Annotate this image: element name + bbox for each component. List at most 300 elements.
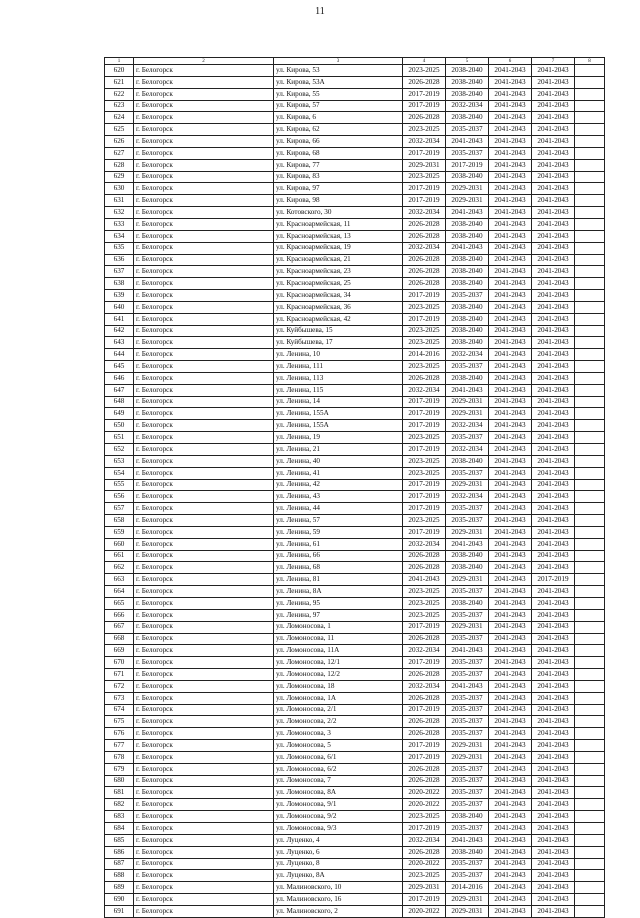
period-facade: 2035-2037 [446, 290, 489, 302]
period-basement: 2041-2043 [532, 479, 575, 491]
period-systems: 2041-2043 [489, 787, 532, 799]
period-basement: 2041-2043 [532, 586, 575, 598]
period-facade: 2038-2040 [446, 301, 489, 313]
period-basement: 2041-2043 [532, 396, 575, 408]
period-facade: 2035-2037 [446, 515, 489, 527]
locality: г. Белогорск [134, 384, 274, 396]
locality: г. Белогорск [134, 112, 274, 124]
period-basement: 2041-2043 [532, 716, 575, 728]
street-address: ул. Луценко, 8 [274, 858, 403, 870]
column-number: 8 [575, 58, 605, 65]
period-roof: 2032-2034 [403, 242, 446, 254]
period-facade: 2038-2040 [446, 597, 489, 609]
note [575, 491, 605, 503]
period-systems: 2041-2043 [489, 586, 532, 598]
street-address: ул. Ломоносова, 8А [274, 787, 403, 799]
table-row [105, 834, 605, 846]
period-roof: 2014-2016 [403, 349, 446, 361]
table-row [105, 550, 605, 562]
row-number: 674 [105, 704, 134, 716]
note [575, 811, 605, 823]
locality: г. Белогорск [134, 444, 274, 456]
period-basement: 2041-2043 [532, 562, 575, 574]
row-number: 667 [105, 621, 134, 633]
note [575, 301, 605, 313]
period-systems: 2041-2043 [489, 680, 532, 692]
street-address: ул. Луценко, 4 [274, 834, 403, 846]
period-roof: 2020-2022 [403, 905, 446, 917]
street-address: ул. Красноармейская, 21 [274, 254, 403, 266]
period-roof: 2023-2025 [403, 597, 446, 609]
note [575, 858, 605, 870]
period-roof: 2026-2028 [403, 728, 446, 740]
period-facade: 2038-2040 [446, 455, 489, 467]
street-address: ул. Ломоносова, 1 [274, 621, 403, 633]
note [575, 254, 605, 266]
street-address: ул. Ленина, 44 [274, 503, 403, 515]
row-number: 628 [105, 159, 134, 171]
period-facade: 2035-2037 [446, 633, 489, 645]
row-number: 643 [105, 337, 134, 349]
row-number: 683 [105, 811, 134, 823]
locality: г. Белогорск [134, 301, 274, 313]
period-systems: 2041-2043 [489, 562, 532, 574]
period-basement: 2041-2043 [532, 503, 575, 515]
note [575, 621, 605, 633]
period-roof: 2023-2025 [403, 171, 446, 183]
row-number: 681 [105, 787, 134, 799]
period-basement: 2041-2043 [532, 550, 575, 562]
period-basement: 2041-2043 [532, 823, 575, 835]
period-facade: 2035-2037 [446, 823, 489, 835]
period-basement: 2041-2043 [532, 112, 575, 124]
period-systems: 2041-2043 [489, 775, 532, 787]
row-number: 632 [105, 207, 134, 219]
period-systems: 2041-2043 [489, 325, 532, 337]
row-number: 671 [105, 669, 134, 681]
period-systems: 2041-2043 [489, 657, 532, 669]
street-address: ул. Ломоносова, 11А [274, 645, 403, 657]
table-row [105, 230, 605, 242]
period-basement: 2041-2043 [532, 515, 575, 527]
note [575, 290, 605, 302]
period-basement: 2041-2043 [532, 171, 575, 183]
period-systems: 2041-2043 [489, 550, 532, 562]
period-facade: 2041-2043 [446, 136, 489, 148]
locality: г. Белогорск [134, 136, 274, 148]
row-number: 682 [105, 799, 134, 811]
period-roof: 2023-2025 [403, 455, 446, 467]
note [575, 242, 605, 254]
period-roof: 2026-2028 [403, 692, 446, 704]
period-facade: 2032-2034 [446, 349, 489, 361]
column-number: 3 [274, 58, 403, 65]
row-number: 668 [105, 633, 134, 645]
street-address: ул. Красноармейская, 25 [274, 278, 403, 290]
period-facade: 2032-2034 [446, 491, 489, 503]
street-address: ул. Ломоносова, 6/2 [274, 763, 403, 775]
table-row [105, 751, 605, 763]
period-basement: 2041-2043 [532, 787, 575, 799]
period-facade: 2038-2040 [446, 313, 489, 325]
table-row [105, 254, 605, 266]
period-basement: 2041-2043 [532, 207, 575, 219]
period-systems: 2041-2043 [489, 751, 532, 763]
period-systems: 2041-2043 [489, 503, 532, 515]
table-row [105, 183, 605, 195]
locality: г. Белогорск [134, 455, 274, 467]
period-roof: 2023-2025 [403, 609, 446, 621]
period-basement: 2041-2043 [532, 728, 575, 740]
table-row [105, 112, 605, 124]
period-roof: 2017-2019 [403, 491, 446, 503]
row-number: 642 [105, 325, 134, 337]
row-number: 629 [105, 171, 134, 183]
period-roof: 2032-2034 [403, 645, 446, 657]
period-facade: 2035-2037 [446, 870, 489, 882]
locality: г. Белогорск [134, 645, 274, 657]
period-basement: 2041-2043 [532, 751, 575, 763]
period-roof: 2026-2028 [403, 550, 446, 562]
street-address: ул. Ленина, 21 [274, 444, 403, 456]
street-address: ул. Кирова, 83 [274, 171, 403, 183]
note [575, 846, 605, 858]
note [575, 76, 605, 88]
row-number: 673 [105, 692, 134, 704]
period-basement: 2041-2043 [532, 254, 575, 266]
row-number: 672 [105, 680, 134, 692]
row-number: 645 [105, 361, 134, 373]
locality: г. Белогорск [134, 680, 274, 692]
period-basement: 2041-2043 [532, 278, 575, 290]
table-row [105, 574, 605, 586]
period-basement: 2041-2043 [532, 301, 575, 313]
period-facade: 2029-2031 [446, 526, 489, 538]
period-facade: 2032-2034 [446, 420, 489, 432]
period-facade: 2035-2037 [446, 586, 489, 598]
table-row [105, 100, 605, 112]
period-facade: 2017-2019 [446, 159, 489, 171]
street-address: ул. Куйбышева, 17 [274, 337, 403, 349]
period-roof: 2020-2022 [403, 787, 446, 799]
table-row [105, 799, 605, 811]
period-basement: 2041-2043 [532, 704, 575, 716]
row-number: 664 [105, 586, 134, 598]
locality: г. Белогорск [134, 408, 274, 420]
note [575, 112, 605, 124]
street-address: ул. Кирова, 66 [274, 136, 403, 148]
period-roof: 2017-2019 [403, 657, 446, 669]
period-roof: 2017-2019 [403, 704, 446, 716]
note [575, 645, 605, 657]
note [575, 65, 605, 77]
table-row [105, 787, 605, 799]
period-basement: 2041-2043 [532, 88, 575, 100]
note [575, 266, 605, 278]
period-facade: 2035-2037 [446, 124, 489, 136]
period-facade: 2038-2040 [446, 325, 489, 337]
period-systems: 2041-2043 [489, 432, 532, 444]
street-address: ул. Малиновского, 16 [274, 894, 403, 906]
period-roof: 2017-2019 [403, 751, 446, 763]
table-row [105, 479, 605, 491]
row-number: 655 [105, 479, 134, 491]
period-systems: 2041-2043 [489, 633, 532, 645]
period-roof: 2029-2031 [403, 159, 446, 171]
table-row [105, 680, 605, 692]
note [575, 716, 605, 728]
row-number: 634 [105, 230, 134, 242]
column-number: 2 [134, 58, 274, 65]
period-roof: 2026-2028 [403, 846, 446, 858]
locality: г. Белогорск [134, 159, 274, 171]
table-row [105, 823, 605, 835]
table-row [105, 361, 605, 373]
period-facade: 2038-2040 [446, 266, 489, 278]
period-facade: 2041-2043 [446, 207, 489, 219]
street-address: ул. Красноармейская, 34 [274, 290, 403, 302]
street-address: ул. Ломоносова, 9/2 [274, 811, 403, 823]
table-row [105, 195, 605, 207]
locality: г. Белогорск [134, 491, 274, 503]
row-number: 676 [105, 728, 134, 740]
period-facade: 2035-2037 [446, 775, 489, 787]
period-basement: 2041-2043 [532, 834, 575, 846]
period-facade: 2029-2031 [446, 183, 489, 195]
note [575, 503, 605, 515]
table-row [105, 420, 605, 432]
locality: г. Белогорск [134, 65, 274, 77]
period-roof: 2023-2025 [403, 301, 446, 313]
table-row [105, 728, 605, 740]
locality: г. Белогорск [134, 420, 274, 432]
locality: г. Белогорск [134, 846, 274, 858]
row-number: 658 [105, 515, 134, 527]
row-number: 633 [105, 218, 134, 230]
period-systems: 2041-2043 [489, 526, 532, 538]
period-roof: 2017-2019 [403, 147, 446, 159]
column-number: 7 [532, 58, 575, 65]
street-address: ул. Куйбышева, 15 [274, 325, 403, 337]
row-number: 687 [105, 858, 134, 870]
period-roof: 2026-2028 [403, 112, 446, 124]
row-number: 688 [105, 870, 134, 882]
note [575, 882, 605, 894]
street-address: ул. Красноармейская, 23 [274, 266, 403, 278]
street-address: ул. Кирова, 68 [274, 147, 403, 159]
period-basement: 2041-2043 [532, 799, 575, 811]
period-systems: 2041-2043 [489, 76, 532, 88]
period-systems: 2041-2043 [489, 124, 532, 136]
row-number: 690 [105, 894, 134, 906]
row-number: 623 [105, 100, 134, 112]
period-facade: 2035-2037 [446, 858, 489, 870]
street-address: ул. Луценко, 6 [274, 846, 403, 858]
period-basement: 2041-2043 [532, 680, 575, 692]
locality: г. Белогорск [134, 562, 274, 574]
period-facade: 2038-2040 [446, 88, 489, 100]
note [575, 680, 605, 692]
period-facade: 2032-2034 [446, 444, 489, 456]
street-address: ул. Ленина, 115 [274, 384, 403, 396]
period-facade: 2038-2040 [446, 811, 489, 823]
period-basement: 2017-2019 [532, 574, 575, 586]
note [575, 230, 605, 242]
locality: г. Белогорск [134, 266, 274, 278]
period-facade: 2038-2040 [446, 278, 489, 290]
period-roof: 2023-2025 [403, 124, 446, 136]
period-systems: 2041-2043 [489, 444, 532, 456]
street-address: ул. Ленина, 42 [274, 479, 403, 491]
period-facade: 2038-2040 [446, 171, 489, 183]
period-basement: 2041-2043 [532, 325, 575, 337]
row-number: 662 [105, 562, 134, 574]
street-address: ул. Ленина, 66 [274, 550, 403, 562]
table-row [105, 325, 605, 337]
table-row [105, 372, 605, 384]
locality: г. Белогорск [134, 100, 274, 112]
locality: г. Белогорск [134, 242, 274, 254]
street-address: ул. Малиновского, 2 [274, 905, 403, 917]
column-number: 4 [403, 58, 446, 65]
locality: г. Белогорск [134, 254, 274, 266]
row-number: 640 [105, 301, 134, 313]
period-basement: 2041-2043 [532, 76, 575, 88]
table-row [105, 337, 605, 349]
period-facade: 2029-2031 [446, 751, 489, 763]
period-basement: 2041-2043 [532, 384, 575, 396]
period-roof: 2017-2019 [403, 621, 446, 633]
street-address: ул. Ломоносова, 9/1 [274, 799, 403, 811]
period-basement: 2041-2043 [532, 775, 575, 787]
locality: г. Белогорск [134, 207, 274, 219]
period-basement: 2041-2043 [532, 621, 575, 633]
note [575, 515, 605, 527]
row-number: 625 [105, 124, 134, 136]
period-systems: 2041-2043 [489, 136, 532, 148]
row-number: 636 [105, 254, 134, 266]
note [575, 361, 605, 373]
street-address: ул. Ленина, 59 [274, 526, 403, 538]
period-systems: 2041-2043 [489, 242, 532, 254]
note [575, 740, 605, 752]
period-basement: 2041-2043 [532, 846, 575, 858]
street-address: ул. Кирова, 62 [274, 124, 403, 136]
period-facade: 2035-2037 [446, 692, 489, 704]
street-address: ул. Ленина, 19 [274, 432, 403, 444]
period-roof: 2026-2028 [403, 633, 446, 645]
period-basement: 2041-2043 [532, 159, 575, 171]
table-row [105, 621, 605, 633]
period-basement: 2041-2043 [532, 183, 575, 195]
locality: г. Белогорск [134, 372, 274, 384]
period-roof: 2017-2019 [403, 100, 446, 112]
period-systems: 2041-2043 [489, 728, 532, 740]
note [575, 763, 605, 775]
locality: г. Белогорск [134, 230, 274, 242]
period-systems: 2041-2043 [489, 278, 532, 290]
note [575, 633, 605, 645]
table-row [105, 503, 605, 515]
street-address: ул. Ломоносова, 7 [274, 775, 403, 787]
locality: г. Белогорск [134, 669, 274, 681]
locality: г. Белогорск [134, 290, 274, 302]
period-roof: 2023-2025 [403, 515, 446, 527]
note [575, 325, 605, 337]
period-roof: 2032-2034 [403, 680, 446, 692]
period-roof: 2026-2028 [403, 278, 446, 290]
column-number: 5 [446, 58, 489, 65]
period-systems: 2041-2043 [489, 147, 532, 159]
street-address: ул. Ленина, 68 [274, 562, 403, 574]
period-facade: 2029-2031 [446, 408, 489, 420]
period-systems: 2041-2043 [489, 112, 532, 124]
period-basement: 2041-2043 [532, 266, 575, 278]
period-facade: 2035-2037 [446, 467, 489, 479]
note [575, 894, 605, 906]
row-number: 650 [105, 420, 134, 432]
street-address: ул. Кирова, 57 [274, 100, 403, 112]
locality: г. Белогорск [134, 432, 274, 444]
table-row [105, 396, 605, 408]
street-address: ул. Кирова, 6 [274, 112, 403, 124]
table-row [105, 633, 605, 645]
period-basement: 2041-2043 [532, 526, 575, 538]
table-row [105, 858, 605, 870]
period-facade: 2041-2043 [446, 384, 489, 396]
table-row [105, 124, 605, 136]
street-address: ул. Ломоносова, 6/1 [274, 751, 403, 763]
locality: г. Белогорск [134, 657, 274, 669]
period-systems: 2041-2043 [489, 538, 532, 550]
period-roof: 2023-2025 [403, 811, 446, 823]
table-row [105, 290, 605, 302]
locality: г. Белогорск [134, 479, 274, 491]
street-address: ул. Красноармейская, 36 [274, 301, 403, 313]
table-row [105, 408, 605, 420]
row-number: 666 [105, 609, 134, 621]
table-row [105, 384, 605, 396]
period-systems: 2041-2043 [489, 218, 532, 230]
locality: г. Белогорск [134, 751, 274, 763]
locality: г. Белогорск [134, 621, 274, 633]
row-number: 680 [105, 775, 134, 787]
period-roof: 2017-2019 [403, 526, 446, 538]
period-roof: 2017-2019 [403, 195, 446, 207]
street-address: ул. Кирова, 55 [274, 88, 403, 100]
period-facade: 2038-2040 [446, 65, 489, 77]
period-roof: 2026-2028 [403, 76, 446, 88]
table-row [105, 562, 605, 574]
period-systems: 2041-2043 [489, 159, 532, 171]
locality: г. Белогорск [134, 550, 274, 562]
note [575, 278, 605, 290]
period-roof: 2026-2028 [403, 763, 446, 775]
period-roof: 2023-2025 [403, 870, 446, 882]
period-facade: 2038-2040 [446, 337, 489, 349]
period-roof: 2032-2034 [403, 207, 446, 219]
note [575, 444, 605, 456]
street-address: ул. Ленина, 111 [274, 361, 403, 373]
street-address: ул. Ломоносова, 9/3 [274, 823, 403, 835]
table-row [105, 905, 605, 917]
row-number: 651 [105, 432, 134, 444]
period-facade: 2041-2043 [446, 645, 489, 657]
note [575, 147, 605, 159]
period-roof: 2017-2019 [403, 503, 446, 515]
period-facade: 2038-2040 [446, 112, 489, 124]
table-row [105, 159, 605, 171]
